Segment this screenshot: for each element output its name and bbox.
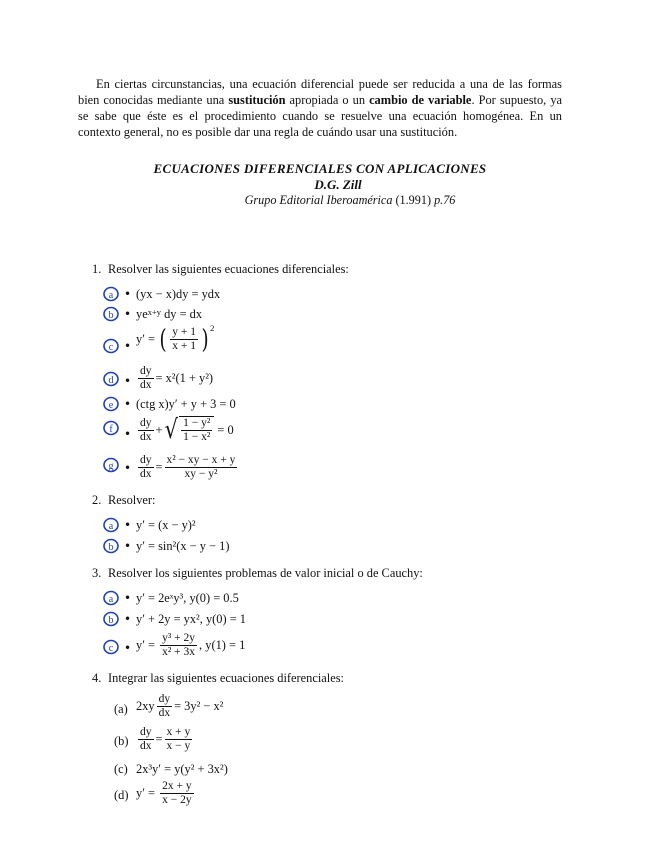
section-number: 3. bbox=[92, 566, 102, 580]
equation-1a: (yx − x)dy = ydx bbox=[136, 287, 221, 301]
bullet: • bbox=[124, 591, 132, 605]
bullet: • bbox=[124, 397, 132, 411]
section-title: Resolver: bbox=[108, 493, 156, 507]
intro-bold-change-variable: cambio de variable bbox=[369, 93, 472, 107]
handwritten-circle-mark bbox=[104, 458, 118, 472]
svg-text:g: g bbox=[108, 461, 114, 472]
equation-3c: y′ = $\frac{\text{y³ + 2y}}{\text{x² + 3x}}$ , y(1) = 1 bbox=[136, 632, 246, 658]
equation-1g: $\frac{dy}{dx}$ = $\frac{\text{x² − xy − x + y}}{\text{xy − y²}}$ bbox=[140, 454, 236, 480]
handwritten-circle-mark bbox=[104, 539, 118, 553]
equation-2a: y′ = (x − y)² bbox=[136, 518, 196, 532]
handwritten-circle-mark bbox=[104, 287, 118, 301]
section-2-heading bbox=[92, 493, 156, 508]
section-number: 1. bbox=[92, 262, 102, 276]
equation-1d: $\frac{dy}{dx}$ = x²(1 + y²) bbox=[140, 365, 214, 391]
equation-3b: y′ + 2y = yx², y(0) = 1 bbox=[136, 612, 246, 626]
item-label: (d) bbox=[114, 788, 129, 802]
equation-4b: $\frac{dy}{dx}$ = $\frac{x + y}{x - y}$ bbox=[140, 726, 191, 752]
item-label: (c) bbox=[114, 762, 128, 776]
equation-4c: 2x³y′ = y(y² + 3x²) bbox=[136, 762, 228, 776]
bullet: • bbox=[124, 612, 132, 626]
item-label: (b) bbox=[114, 734, 129, 748]
handwritten-circle-mark bbox=[104, 612, 118, 626]
item-label: (a) bbox=[114, 702, 128, 716]
bullet: • bbox=[124, 374, 132, 388]
citation-author: D.G. Zill bbox=[314, 177, 362, 192]
bullet: • bbox=[124, 307, 132, 321]
bullet: • bbox=[124, 339, 132, 353]
equation-4a: 2xy $\frac{dy}{dx}$ = 3y² − x² bbox=[136, 693, 224, 719]
section-number: 2. bbox=[92, 493, 102, 507]
citation-publisher-line bbox=[108, 193, 592, 208]
intro-paragraph bbox=[78, 76, 562, 140]
bullet: • bbox=[124, 641, 132, 655]
equation-4d: y′ = $\frac{2x + y}{x - 2y}$ bbox=[136, 780, 192, 806]
handwritten-circle-mark bbox=[104, 339, 118, 353]
svg-text:a: a bbox=[108, 290, 114, 301]
equation-1f: $\frac{dy}{dx}$ + √ $\frac{\text{1 − y²}}{\text{1 − x²}}$ = 0 bbox=[140, 415, 234, 445]
svg-text:c: c bbox=[108, 643, 114, 654]
handwritten-circle-mark bbox=[104, 397, 118, 411]
bullet: • bbox=[124, 539, 132, 553]
bullet: • bbox=[124, 461, 132, 475]
svg-text:c: c bbox=[108, 342, 114, 353]
handwritten-circle-mark bbox=[104, 591, 118, 605]
section-1-heading bbox=[92, 262, 349, 277]
section-title: Resolver los siguientes problemas de valor inicial o de Cauchy: bbox=[108, 566, 423, 580]
handwritten-circle-mark bbox=[104, 640, 118, 654]
equation-1c: y′ = ( $\frac{y + 1}{x + 1}$ ) $^2$ bbox=[136, 322, 215, 355]
bullet: • bbox=[124, 287, 132, 301]
svg-text:e: e bbox=[108, 400, 114, 411]
citation-year: (1.991) bbox=[395, 193, 432, 207]
equation-1e: (ctg x)y′ + y + 3 = 0 bbox=[136, 397, 236, 411]
section-3-heading bbox=[92, 566, 423, 581]
bullet: • bbox=[124, 427, 132, 441]
intro-bold-substitution: sustitución bbox=[228, 93, 286, 107]
equation-2b: y′ = sin²(x − y − 1) bbox=[136, 539, 230, 553]
intro-text-2: apropiada o un bbox=[285, 93, 370, 107]
handwritten-circle-mark bbox=[104, 307, 118, 321]
svg-text:a: a bbox=[108, 521, 114, 532]
citation-book-title: ECUACIONES DIFERENCIALES CON APLICACIONES bbox=[153, 161, 487, 176]
section-title: Integrar las siguientes ecuaciones diferenciales: bbox=[108, 671, 345, 685]
intro-text-3: . Por supuesto, ya se sabe que éste es el procedimiento cuando se resuelve una ecuación homogénea. En un contexto general, no es posible dar una regla de cuándo usar una sustitución. bbox=[78, 93, 563, 139]
citation-publisher: Grupo Editorial Iberoamérica bbox=[244, 193, 393, 207]
svg-text:a: a bbox=[108, 594, 114, 605]
intro-text-1: En ciertas circunstancias, una ecuación diferencial puede ser reducida a una de las formas bien conocidas mediante una bbox=[78, 77, 562, 107]
handwritten-circle-mark bbox=[104, 421, 118, 435]
section-4-heading bbox=[92, 671, 344, 686]
svg-text:b: b bbox=[108, 542, 114, 553]
bullet: • bbox=[124, 518, 132, 532]
equation-1b: ye $^{x+y}$ dy = dx bbox=[136, 306, 203, 321]
handwritten-circle-mark bbox=[104, 518, 118, 532]
citation-page: p.76 bbox=[434, 193, 456, 207]
handwritten-circle-mark bbox=[104, 372, 118, 386]
svg-text:d: d bbox=[108, 375, 114, 386]
equation-3a: y′ = 2eˣy³, y(0) = 0.5 bbox=[136, 591, 239, 605]
section-number: 4. bbox=[92, 671, 102, 685]
svg-text:f: f bbox=[109, 424, 113, 435]
svg-text:b: b bbox=[108, 615, 114, 626]
section-title: Resolver las siguientes ecuaciones diferenciales: bbox=[108, 262, 349, 276]
svg-text:b: b bbox=[108, 310, 114, 321]
